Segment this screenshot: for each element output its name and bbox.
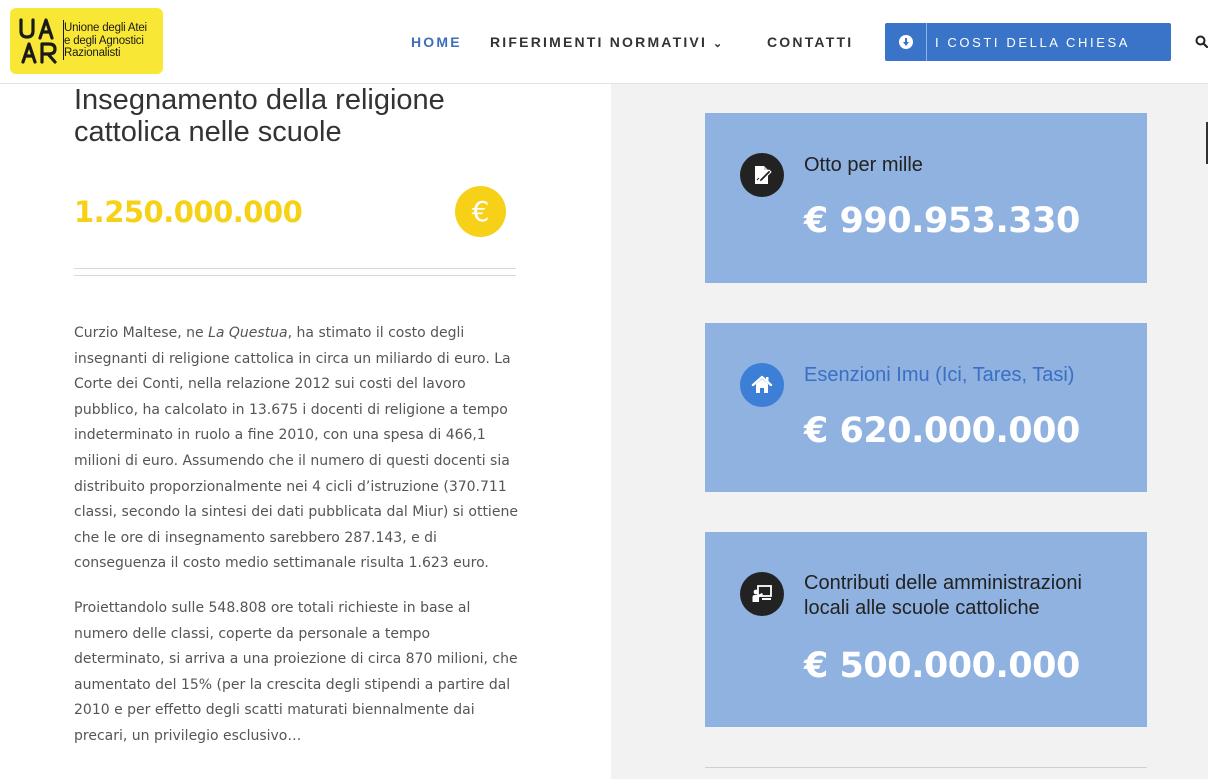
main-content: [0, 84, 611, 779]
cost-card-contributi-scuole[interactable]: [705, 532, 1147, 727]
cost-card-esenzioni-imu[interactable]: [705, 323, 1147, 492]
p1-body: , ha stimato il costo degli insegnanti di religione cattolica in circa un miliardo di euro. La Corte dei Conti, nella relazione 2012 sui costi del lavoro pubblico, ha calcolato in 13.675 i docenti di religione a tempo indeterminato in ruolo a fine 2010, con una spesa di 466,1 milioni di euro. Assumendo che il numero di questi docenti sia distribuito proporzionalmente nei 4 cicli d’istruzione (370.711 classi, secondo la sintesi dei dati pubblicata dal Miur) si ottiene che le ore di insegnamento sarebbero 287.143, e di conseguenza il costo medio settimanale risulta 1.623 euro.: [74, 325, 518, 572]
document-edit-icon: [740, 153, 784, 197]
cta-label: I COSTI DELLA CHIESA: [935, 34, 1131, 50]
card-value: € 990.953.330: [804, 201, 1080, 241]
uaar-logo-mark: [18, 16, 62, 68]
logo-line-3: Razionalisti: [64, 47, 121, 59]
article-paragraph-2: Proiettandolo sulle 548.808 ore totali richieste in base al numero delle classi, coperte da personale a tempo determinato, si arriva a una proiezione di circa 870 milioni, che aumentato del 15% (per la crescita degli stipendi a partire dal 2010 e per effetto degli scatti maturati biennalmente dai precari, un privilegio esclusivo…: [74, 600, 518, 744]
card-label: Otto per mille: [804, 154, 923, 176]
cta-icon-container: [885, 23, 927, 61]
chevron-down-icon: ⌄: [713, 38, 723, 50]
euro-icon: €: [455, 186, 506, 237]
separator-top: [74, 268, 516, 269]
nav-riferimenti-normativi[interactable]: [490, 34, 722, 50]
sidebar-separator: [705, 767, 1147, 768]
uaar-logo[interactable]: [10, 8, 163, 74]
teacher-board-icon: [740, 572, 784, 616]
logo-line-1: Unione degli Atei: [64, 22, 147, 34]
nav-home[interactable]: HOME: [411, 34, 462, 50]
la-questua-title: La Questua: [208, 325, 288, 341]
card-value: € 620.000.000: [804, 411, 1080, 451]
card-label: Contributi delle amministrazioni locali alle scuole cattoliche: [804, 572, 1082, 619]
nav-contatti[interactable]: CONTATTI: [767, 34, 854, 50]
article-paragraph-1: [74, 321, 524, 577]
card-value: € 500.000.000: [804, 646, 1080, 686]
separator-bottom: [74, 275, 516, 276]
logo-wordmark: [64, 22, 147, 60]
site-header: [0, 0, 1208, 84]
logo-line-2: e degli Agnostici: [64, 34, 144, 47]
article-amount: 1.250.000.000: [74, 195, 303, 229]
article-title: Insegnamento della religione cattolica nelle scuole: [74, 84, 445, 148]
card-label[interactable]: Esenzioni Imu (Ici, Tares, Tasi): [804, 364, 1075, 386]
download-circle-icon: [899, 35, 913, 49]
sidebar: [611, 84, 1208, 779]
p1-intro: Curzio Maltese, ne: [74, 325, 209, 341]
costi-della-chiesa-button[interactable]: [885, 23, 1171, 61]
nav-riferimenti-label: RIFERIMENTI NORMATIVI: [490, 34, 708, 50]
home-icon: [740, 363, 784, 407]
cost-card-otto-per-mille[interactable]: [705, 113, 1147, 283]
search-icon[interactable]: [1195, 35, 1208, 48]
